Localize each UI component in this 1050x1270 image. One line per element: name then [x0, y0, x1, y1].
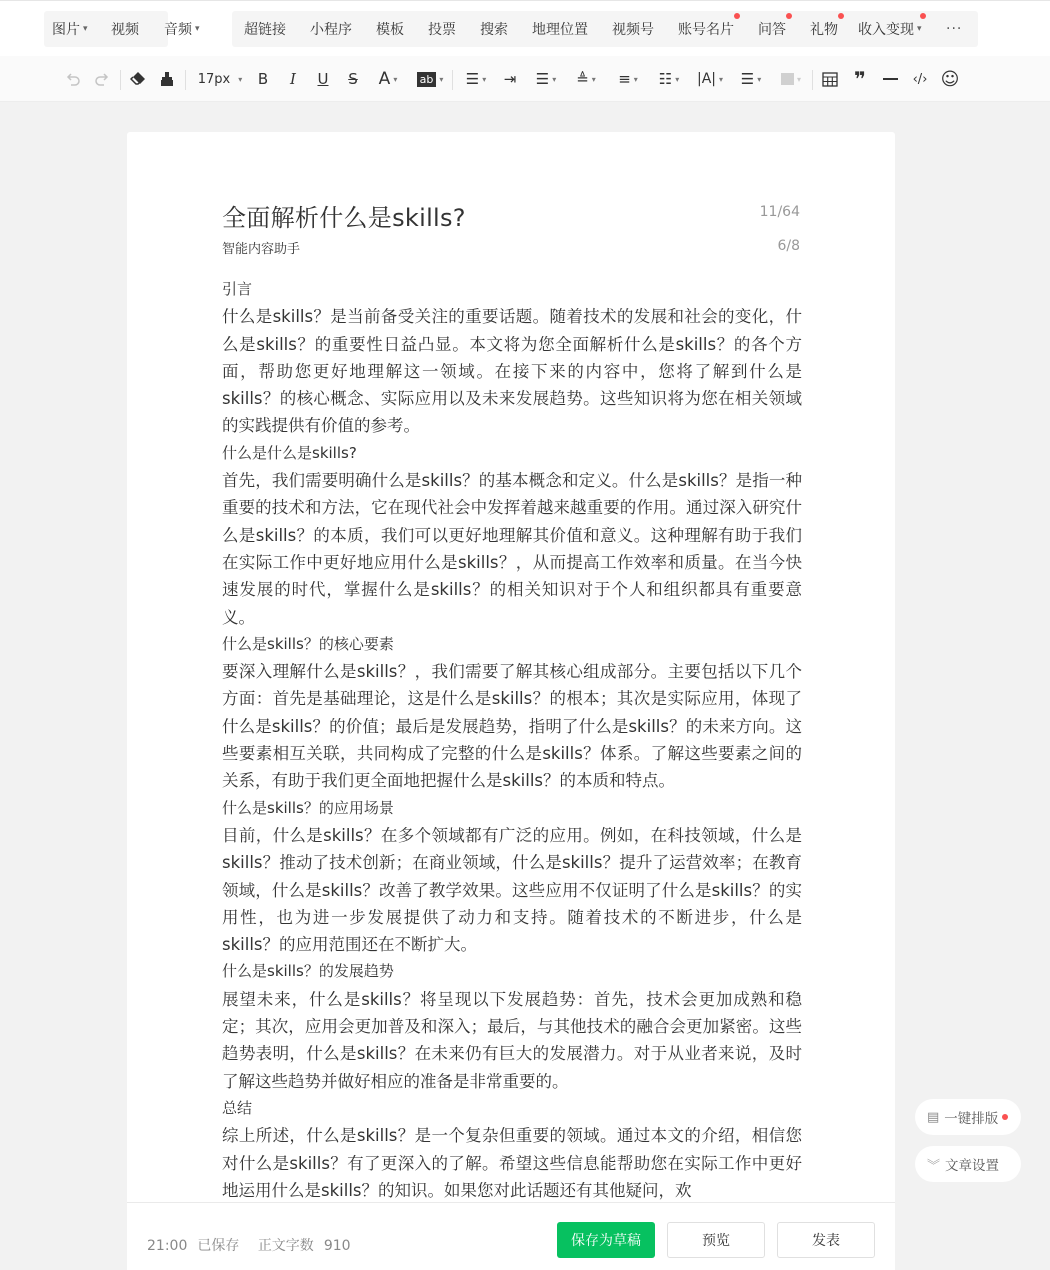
strikethrough-button[interactable]	[343, 68, 363, 90]
caret-down-icon: ▾	[633, 74, 638, 84]
section-heading: 什么是skills？的核心要素	[222, 634, 394, 653]
new-badge-dot	[920, 13, 926, 19]
article-settings-button[interactable]	[915, 1146, 1021, 1182]
more-icon: ···	[946, 21, 963, 37]
toolbar-divider	[812, 70, 813, 90]
insert-link-button[interactable]	[244, 19, 286, 39]
line-height-button[interactable]	[654, 68, 684, 90]
save-status	[147, 1235, 361, 1255]
article-settings-label: 文章设置	[945, 1158, 1000, 1174]
insert-image-button[interactable]	[52, 19, 88, 39]
insert-divider-button[interactable]	[880, 68, 900, 90]
article-title-input[interactable]: 全面解析什么是skills?	[222, 204, 466, 232]
italic-icon: I	[290, 70, 296, 88]
preview-button[interactable]: 预览	[667, 1222, 765, 1258]
font-color-button[interactable]	[373, 68, 403, 90]
section-heading: 什么是skills？的应用场景	[222, 798, 394, 817]
section-heading: 总结	[222, 1098, 253, 1117]
bold-button[interactable]	[253, 68, 273, 90]
title-char-count: 11/64	[759, 204, 800, 220]
save-draft-button[interactable]: 保存为草稿	[557, 1222, 655, 1258]
caret-down-icon: ▾	[238, 74, 243, 84]
background-color-icon: ab	[417, 72, 437, 87]
insert-search-button[interactable]	[480, 19, 508, 39]
new-badge-dot	[1002, 1114, 1008, 1120]
insert-gift-label: 礼物	[810, 22, 838, 38]
toolbar-divider	[120, 70, 121, 90]
body-paragraph: 展望未来，什么是skills？将呈现以下发展趋势：首先，技术会更加成熟和稳定；其次，应用会更加普及和深入；最后，与其他技术的融合会更加紧密。这些趋势表明，什么是skills？在未来仍有巨大的发展潜力。对于从业者来说，及时了解这些趋势并做好相应的准备是非常重要的。	[222, 989, 802, 1091]
body-paragraph: 要深入理解什么是skills？，我们需要了解其核心组成部分。主要包括以下几个方面：首先是基础理论，这是什么是skills？的根本；其次是实际应用，体现了什么是skills？的价值；最后是发展趋势，指明了什么是skills？的未来方向。这些要素相互关联，共同构成了完整的什么是skills？体系。了解这些要素之间的关系，有助于我们更全面地把握什么是skills？的本质和特点。	[222, 662, 802, 791]
word-count-value: 910	[323, 1238, 351, 1254]
saved-label: 已保存	[197, 1238, 240, 1254]
insert-audio-label: 音频	[164, 22, 192, 38]
insert-template-label: 模板	[376, 22, 404, 38]
font-color-icon: A	[378, 69, 391, 89]
insert-code-button[interactable]	[909, 68, 931, 90]
quote-icon: ❞	[854, 67, 866, 91]
undo-icon	[65, 71, 81, 87]
caret-down-icon: ▾	[917, 24, 922, 34]
section-heading: 什么是skills？的发展趋势	[222, 962, 394, 981]
article-body[interactable]	[222, 276, 802, 1204]
auto-format-label: 一键排版	[944, 1111, 999, 1127]
insert-miniprogram-button[interactable]	[310, 19, 352, 39]
insert-qa-label: 问答	[758, 22, 786, 38]
caret-down-icon: ▾	[719, 74, 724, 84]
caret-down-icon: ▾	[591, 74, 596, 84]
indent-both-icon: ☰	[535, 70, 550, 88]
undo-button[interactable]	[63, 68, 83, 90]
insert-image-label: 图片	[52, 22, 80, 38]
section-heading: 引言	[222, 280, 253, 298]
spacing-after-button[interactable]	[613, 68, 643, 90]
insert-video-label: 视频	[111, 22, 139, 38]
eraser-icon	[130, 71, 146, 87]
strikethrough-icon: S	[348, 70, 358, 88]
underline-button[interactable]	[313, 68, 333, 90]
align-justify-icon: ☰	[465, 70, 480, 88]
insert-miniprogram-label: 小程序	[310, 22, 352, 38]
insert-channels-button[interactable]	[612, 19, 654, 39]
insert-vote-button[interactable]	[428, 19, 456, 39]
redo-button[interactable]	[92, 68, 112, 90]
body-paragraph: 首先，我们需要明确什么是skills？的基本概念和定义。什么是skills？是指一种重要的技术和方法，它在现代社会中发挥着越来越重要的作用。通过深入研究什么是skills？的本质，我们可以更好地理解其价值和意义。这种理解有助于我们在实际工作中更好地应用什么是skills？，从而提高工作效率和质量。在当今快速发展的时代，掌握什么是skills？的相关知识对于个人和组织都具有重要意义。	[222, 471, 802, 627]
italic-button[interactable]	[283, 68, 303, 90]
letter-spacing-button[interactable]	[693, 68, 727, 90]
insert-location-label: 地理位置	[532, 22, 588, 38]
insert-monetize-label: 收入变现	[858, 22, 914, 38]
align-button[interactable]	[461, 68, 491, 90]
author-row	[222, 238, 800, 257]
font-size-value: 17px	[197, 71, 231, 87]
double-chevron-down-icon: ︾	[927, 1158, 941, 1174]
insert-audio-button[interactable]	[164, 19, 200, 39]
insert-table-button[interactable]	[820, 68, 840, 90]
new-badge-dot	[734, 13, 740, 19]
insert-quote-button[interactable]	[850, 68, 870, 90]
more-options-button[interactable]	[946, 21, 962, 37]
letter-spacing-icon: |A|	[696, 71, 716, 87]
insert-vote-label: 投票	[428, 22, 456, 38]
editor-footer	[127, 1202, 895, 1270]
caret-down-icon: ▾	[83, 24, 88, 34]
caret-down-icon: ▾	[439, 74, 444, 84]
title-row	[222, 198, 800, 233]
media-insert-group	[44, 11, 200, 47]
new-badge-dot	[786, 13, 792, 19]
caret-down-icon: ▾	[675, 74, 680, 84]
feature-insert-group	[232, 11, 978, 47]
indent-icon: ⇥	[503, 70, 517, 88]
insert-video-button[interactable]	[111, 19, 139, 39]
indent-button[interactable]	[500, 68, 520, 90]
caret-down-icon: ▾	[552, 74, 557, 84]
word-count-label: 正文字数	[257, 1238, 314, 1254]
clear-format-button[interactable]	[128, 68, 148, 90]
spacing-before-button[interactable]	[571, 68, 601, 90]
auto-format-button[interactable]	[915, 1099, 1021, 1135]
underline-icon: U	[317, 70, 329, 88]
bold-icon: B	[257, 70, 269, 88]
insert-template-button[interactable]	[376, 19, 404, 39]
background-color-button[interactable]	[414, 68, 446, 90]
spacing-after-icon: ≡	[618, 70, 631, 88]
insert-emoji-button[interactable]	[940, 68, 960, 90]
table-icon	[822, 72, 838, 87]
indent-both-button[interactable]	[531, 68, 561, 90]
insert-monetize-button[interactable]	[858, 19, 922, 39]
format-toolbar	[0, 56, 1050, 102]
insert-bar	[0, 0, 1050, 56]
font-size-select[interactable]	[196, 68, 244, 90]
insert-account-card-button[interactable]	[678, 19, 734, 39]
caret-down-icon: ▾	[796, 74, 801, 84]
format-painter-icon	[159, 71, 175, 87]
caret-down-icon: ▾	[195, 24, 200, 34]
save-time: 21:00	[147, 1238, 188, 1254]
publish-button[interactable]: 发表	[777, 1222, 875, 1258]
insert-search-label: 搜索	[480, 22, 508, 38]
list-button[interactable]	[736, 68, 766, 90]
format-painter-button[interactable]	[157, 68, 177, 90]
insert-account-card-label: 账号名片	[678, 22, 734, 38]
new-badge-dot	[838, 13, 844, 19]
insert-gift-button[interactable]	[810, 19, 838, 39]
author-input[interactable]: 智能内容助手	[222, 242, 301, 257]
caret-down-icon: ▾	[482, 74, 487, 84]
redo-icon	[94, 71, 110, 87]
body-paragraph: 目前，什么是skills？在多个领域都有广泛的应用。例如，在科技领域，什么是skills？推动了技术创新；在商业领域，什么是skills？提升了运营效率；在教育领域，什么是skills？改善了教学效果。这些应用不仅证明了什么是skills？的实用性，也为进一步发展提供了动力和支持。随着技术的不断进步，什么是skills？的应用范围还在不断扩大。	[222, 825, 802, 955]
spacing-before-icon: ≜	[576, 70, 589, 88]
insert-channels-label: 视频号	[612, 22, 654, 38]
insert-link-label: 超链接	[244, 22, 286, 38]
emoji-icon: ☺	[940, 68, 960, 90]
insert-qa-button[interactable]	[758, 19, 786, 39]
body-paragraph: 什么是skills？是当前备受关注的重要话题。随着技术的发展和社会的变化，什么是skills？的重要性日益凸显。本文将为您全面解析什么是skills？的各个方面，帮助您更好地理解这一领域。在接下来的内容中，您将了解到什么是skills？的核心概念、实际应用以及未来发展趋势。这些知识将为您在相关领域的实践提供有价值的参考。	[222, 307, 802, 436]
bulleted-list-icon: ☰	[740, 70, 755, 88]
horizontal-rule-icon	[883, 78, 898, 80]
caret-down-icon: ▾	[393, 74, 398, 84]
line-height-icon: ☷	[658, 70, 673, 88]
author-char-count: 6/8	[777, 238, 800, 254]
body-paragraph: 综上所述，什么是skills？是一个复杂但重要的领域。通过本文的介绍，相信您对什么是skills？有了更深入的了解。希望这些信息能帮助您在实际工作中更好地运用什么是skills？的知识。如果您对此话题还有其他疑问，欢	[222, 1126, 802, 1200]
code-icon: ‹/›	[912, 71, 928, 87]
float-align-button[interactable]	[776, 68, 806, 90]
section-heading: 什么是什么是skills?	[222, 443, 357, 462]
editor-canvas	[127, 132, 895, 1270]
toolbar-divider	[452, 70, 453, 90]
toolbar-divider	[185, 70, 186, 90]
document-format-icon: ▤	[927, 1109, 940, 1125]
caret-down-icon: ▾	[757, 74, 762, 84]
insert-location-button[interactable]	[532, 19, 588, 39]
float-image-icon	[781, 73, 794, 85]
